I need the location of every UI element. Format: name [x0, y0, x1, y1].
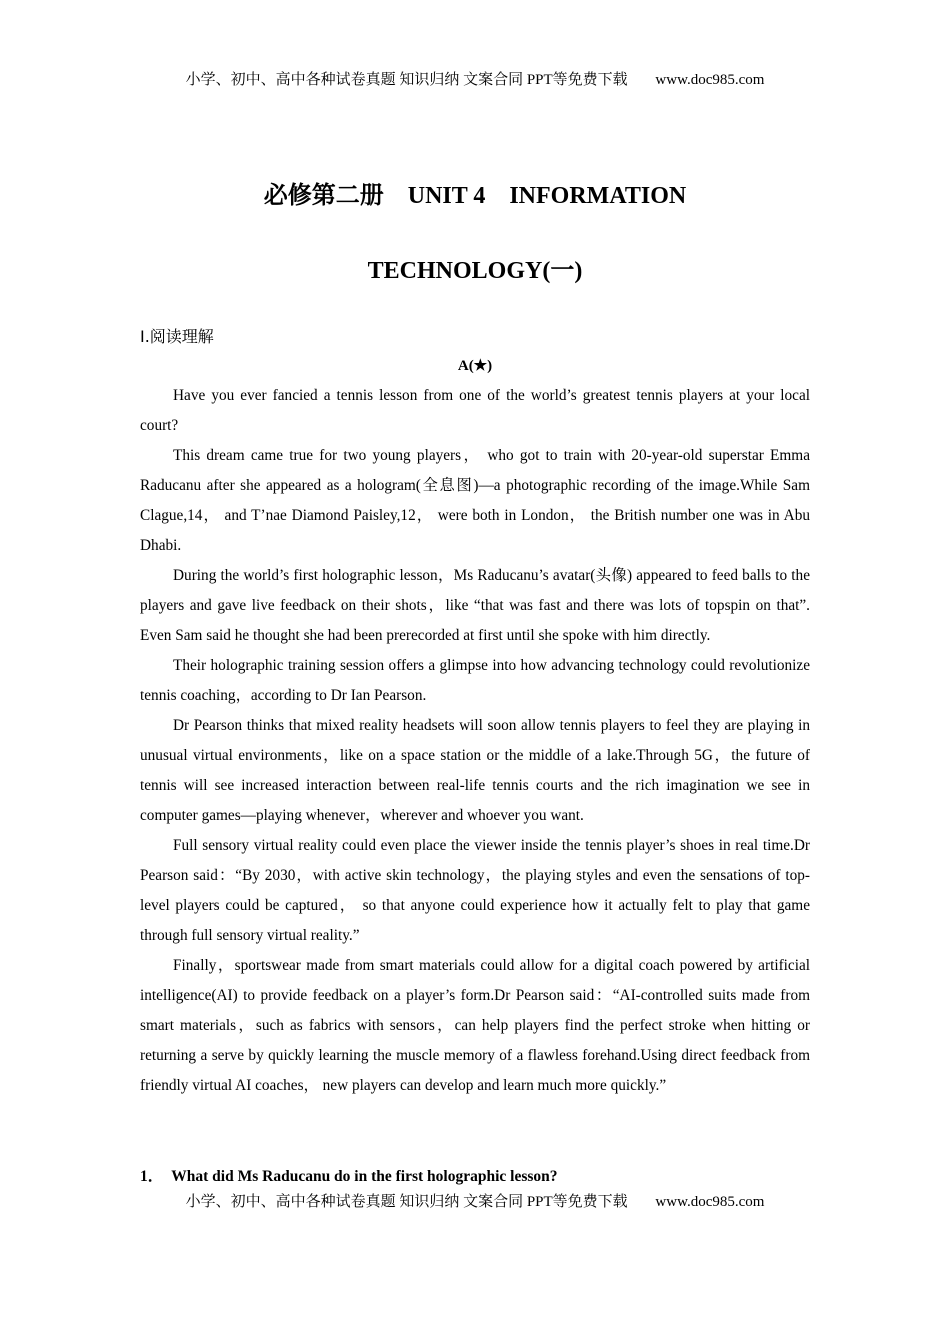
document-title-line-2: TECHNOLOGY(一) — [367, 258, 583, 284]
page-header — [0, 68, 950, 89]
paragraph-1: Have you ever fancied a tennis lesson from one of the world’s greatest tennis players at your local court? — [140, 387, 810, 434]
question-text: What did Ms Raducanu do in the first holographic lesson? — [171, 1168, 558, 1185]
section-heading: Ⅰ.阅读理解 — [140, 327, 214, 346]
passage-label: A(★) — [457, 358, 493, 374]
question-1 — [140, 1164, 558, 1186]
question-number: 1． — [140, 1168, 164, 1185]
footer-text: 小学、初中、高中各种试卷真题 知识归纳 文案合同 PPT等免费下载 — [185, 1194, 628, 1210]
paragraph-6: Full sensory virtual reality could even place the viewer inside the tennis player’s shoes in real time.Dr Pearson said：“By 2030，with active skin technology，the playing styles and even the sensations of top-level players could be captured， so that anyone could experience how it actually felt to play that game through full sensory virtual reality.” — [140, 837, 810, 944]
paragraph-4: Their holographic training session offers a glimpse into how advancing technology could revolutionize tennis coaching，according to Dr Ian Pearson. — [140, 657, 810, 704]
header-text: 小学、初中、高中各种试卷真题 知识归纳 文案合同 PPT等免费下载 — [185, 72, 628, 88]
paragraph-2: This dream came true for two young players， who got to train with 20-year-old superstar Emma Raducanu after she appeared as a hologram(全息图)—a photographic recording of the image.While Sam Clague,14， and T’nae Diamond Paisley,12， were both in London， the British number one was in Abu Dhabi. — [140, 447, 810, 554]
page-footer — [0, 1190, 950, 1211]
reading-passage — [140, 381, 810, 1101]
paragraph-7: Finally，sportswear made from smart materials could allow for a digital coach powered by artificial intelligence(AI) to provide feedback on a player’s form.Dr Pearson said：“AI-controlled suits made from smart materials，such as fabrics with sensors，can help players find the perfect stroke when hitting or returning a serve by quickly learning the muscle memory of a flawless forehand.Using direct feedback from friendly virtual AI coaches， new players can develop and learn much more quickly.” — [140, 957, 810, 1094]
header-site-link[interactable]: www.doc985.com — [655, 72, 765, 88]
paragraph-5: Dr Pearson thinks that mixed reality headsets will soon allow tennis players to feel they are playing in unusual virtual environments，like on a space station or the middle of a lake.Through 5G，the future of tennis will see increased interaction between real-life tennis courts and the rich imagination we see in computer games—playing whenever，wherever and whoever you want. — [140, 717, 810, 824]
paragraph-3: During the world’s first holographic lesson，Ms Raducanu’s avatar(头像) appeared to feed balls to the players and gave live feedback on their shots，like “that was fast and there was lots of topspin on that”. Even Sam said he thought she had been prerecorded at first until she spoke with him directly. — [140, 567, 810, 644]
footer-site-link[interactable]: www.doc985.com — [655, 1194, 765, 1210]
document-title-line-1: 必修第二册 UNIT 4 INFORMATION — [263, 183, 687, 209]
